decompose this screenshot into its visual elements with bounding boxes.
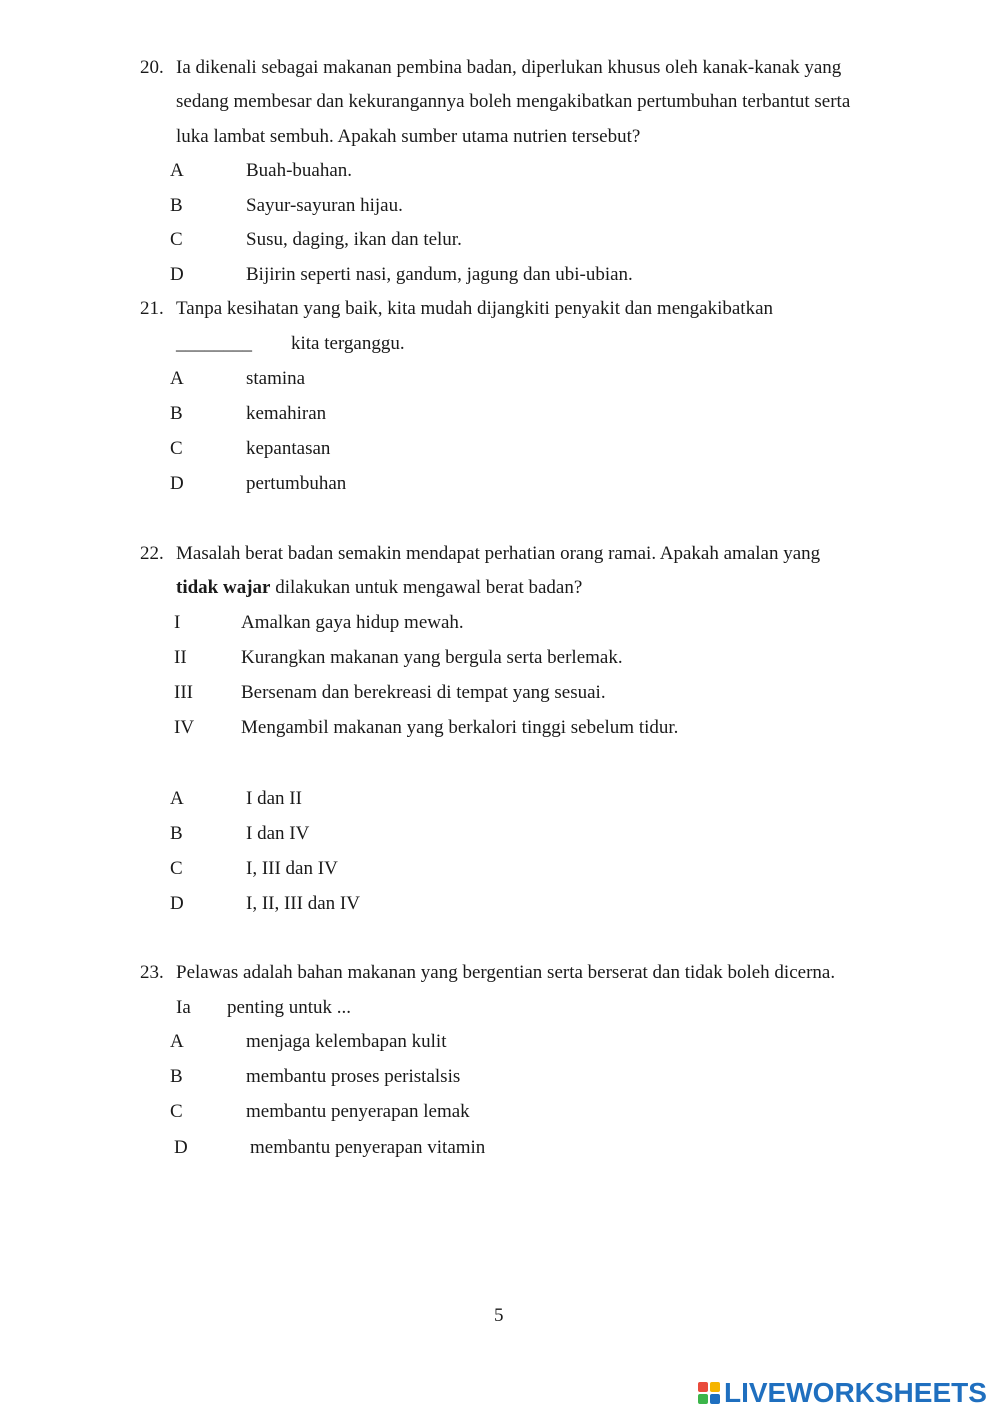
option-letter: A	[170, 788, 184, 809]
option-letter: D	[170, 473, 184, 494]
statement-roman: I	[174, 612, 181, 633]
question-number: 21.	[140, 298, 164, 319]
statement-roman: II	[174, 647, 187, 668]
logo-text: LIVEWORKSHEETS	[724, 1377, 987, 1408]
option-text: I dan II	[246, 788, 302, 809]
option-letter: C	[170, 1101, 183, 1122]
question-text: Pelawas adalah bahan makanan yang bergentian serta berserat dan tidak boleh dicerna.	[176, 962, 836, 983]
option-text: pertumbuhan	[246, 473, 347, 494]
logo-square	[710, 1382, 720, 1392]
liveworksheets-logo[interactable]	[698, 1378, 987, 1408]
question-text	[176, 576, 582, 600]
option-letter: A	[170, 160, 184, 181]
logo-grid-icon	[698, 1382, 720, 1404]
option-text: Sayur-sayuran hijau.	[246, 195, 403, 216]
question-number: 23.	[140, 962, 164, 983]
question-text: kita terganggu.	[291, 333, 405, 354]
option-text: stamina	[246, 368, 306, 389]
question-text: Tanpa kesihatan yang baik, kita mudah dijangkiti penyakit dan mengakibatkan	[176, 298, 773, 319]
option-text: membantu proses peristalsis	[246, 1066, 461, 1087]
option-text: I dan IV	[246, 823, 310, 844]
page-number: 5	[494, 1305, 504, 1326]
option-letter: D	[170, 264, 184, 285]
question-number: 20.	[140, 57, 164, 78]
option-text: kepantasan	[246, 438, 331, 459]
option-letter: C	[170, 229, 183, 250]
statement-text: Mengambil makanan yang berkalori tinggi sebelum tidur.	[241, 717, 679, 738]
option-text: kemahiran	[246, 403, 327, 424]
answer-blank[interactable]: ________	[176, 333, 252, 354]
question-text: Ia	[176, 997, 191, 1018]
option-letter: B	[170, 823, 183, 844]
option-letter: A	[170, 1031, 184, 1052]
statement-roman: IV	[174, 717, 195, 738]
question-text-rest: dilakukan untuk mengawal berat badan?	[270, 577, 583, 598]
question-text: penting untuk ...	[227, 997, 352, 1018]
question-text: sedang membesar dan kekurangannya boleh mengakibatkan pertumbuhan terbantut serta	[176, 91, 851, 112]
option-letter: B	[170, 1066, 183, 1087]
question-text: Ia dikenali sebagai makanan pembina badan, diperlukan khusus oleh kanak-kanak yang	[176, 57, 842, 78]
question-number: 22.	[140, 543, 164, 564]
option-text: Bijirin seperti nasi, gandum, jagung dan ubi-ubian.	[246, 264, 633, 285]
statement-roman: III	[174, 682, 193, 703]
option-letter: B	[170, 195, 183, 216]
option-text: membantu penyerapan lemak	[246, 1101, 470, 1122]
logo-square	[710, 1394, 720, 1404]
option-text: membantu penyerapan vitamin	[250, 1137, 486, 1158]
option-letter: A	[170, 368, 184, 389]
question-text: Masalah berat badan semakin mendapat perhatian orang ramai. Apakah amalan yang	[176, 543, 821, 564]
emphasis-text: tidak wajar	[176, 577, 271, 598]
statement-text: Bersenam dan berekreasi di tempat yang sesuai.	[241, 682, 606, 703]
option-text: menjaga kelembapan kulit	[246, 1031, 447, 1052]
option-letter: B	[170, 403, 183, 424]
statement-text: Amalkan gaya hidup mewah.	[241, 612, 464, 633]
option-text: Buah-buahan.	[246, 160, 353, 181]
logo-square	[698, 1394, 708, 1404]
option-text: I, III dan IV	[246, 858, 338, 879]
option-text: I, II, III dan IV	[246, 893, 360, 914]
option-letter: C	[170, 438, 183, 459]
option-letter: D	[174, 1137, 188, 1158]
logo-square	[698, 1382, 708, 1392]
question-text: luka lambat sembuh. Apakah sumber utama nutrien tersebut?	[176, 126, 641, 147]
option-letter: D	[170, 893, 184, 914]
statement-text: Kurangkan makanan yang bergula serta berlemak.	[241, 647, 623, 668]
option-text: Susu, daging, ikan dan telur.	[246, 229, 462, 250]
option-letter: C	[170, 858, 183, 879]
